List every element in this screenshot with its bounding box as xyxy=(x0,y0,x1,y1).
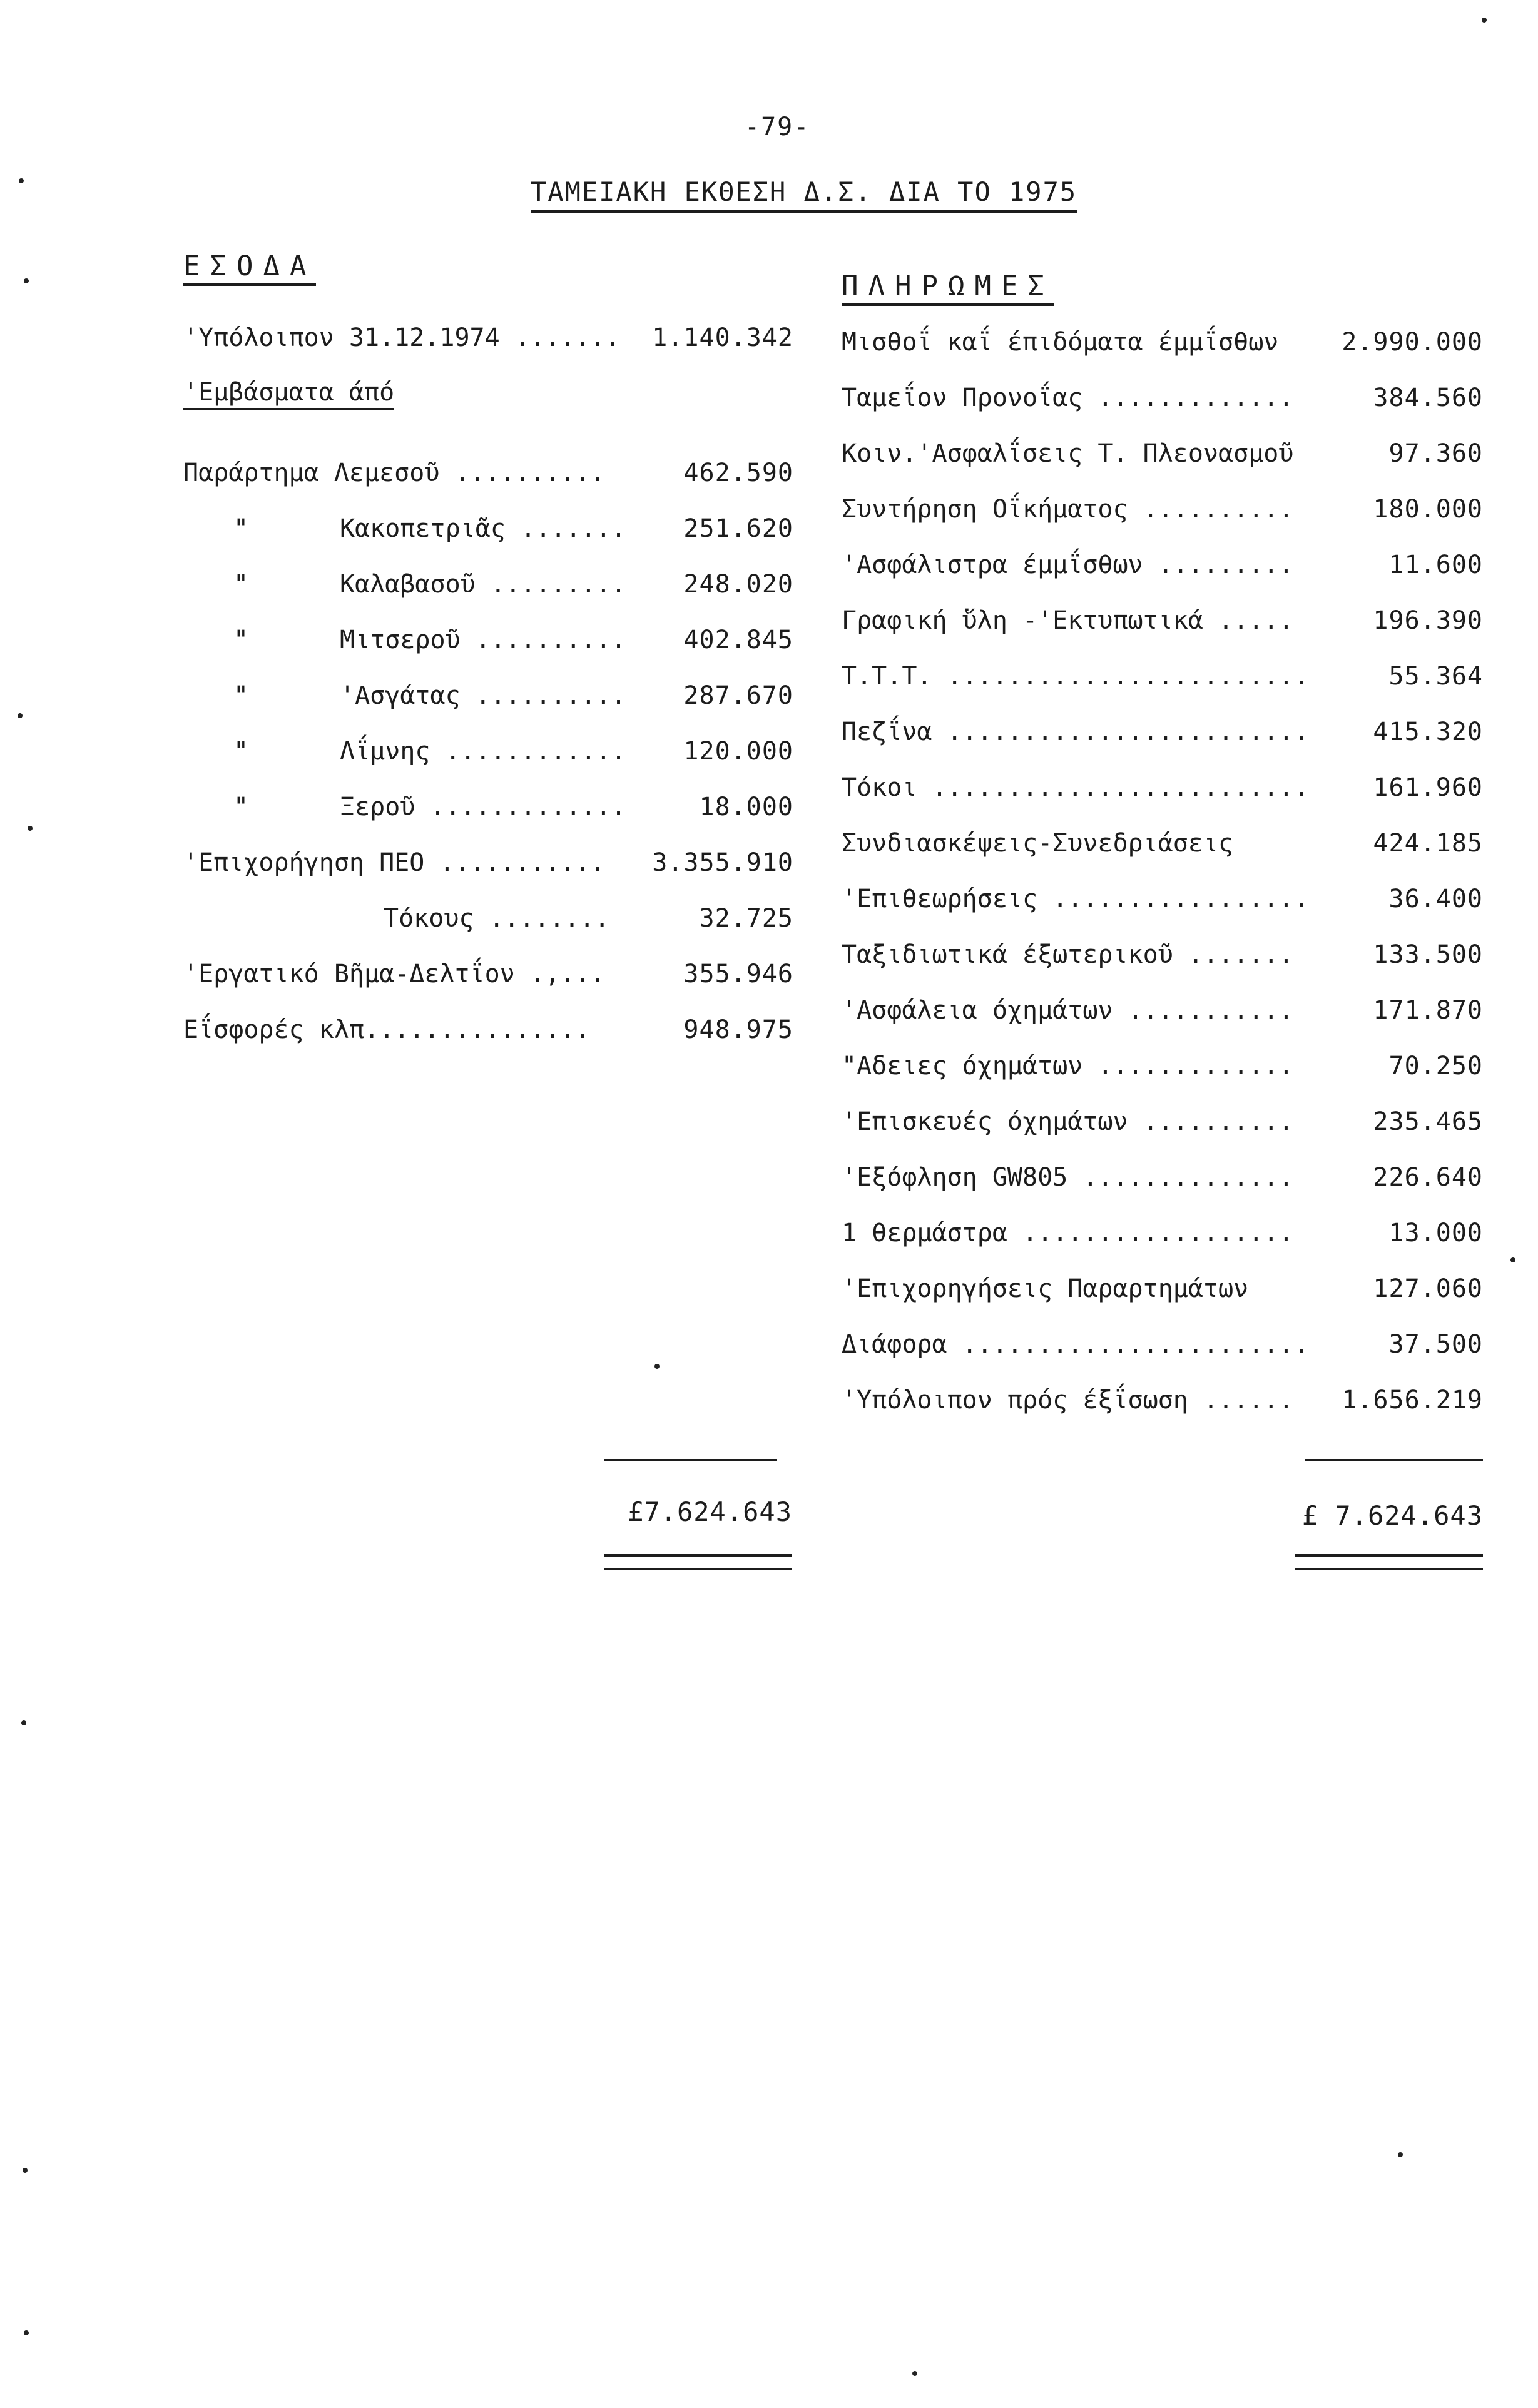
payment-amount: 235.465 xyxy=(1373,1107,1483,1136)
branch-label: Μιτσεροῦ .......... xyxy=(340,626,626,654)
branch-ditto: " xyxy=(233,737,249,766)
income-row xyxy=(183,900,793,937)
payment-row xyxy=(842,769,1483,806)
branch-label: Ξεροῦ ............. xyxy=(340,793,626,821)
payment-amount: 196.390 xyxy=(1373,606,1483,635)
branch-ditto: " xyxy=(233,793,249,821)
payment-amount: 11.600 xyxy=(1388,551,1483,579)
payments-total-rule-bottom xyxy=(1295,1554,1483,1557)
opening-balance-label: 'Υπόλοιπον 31.12.1974 ....... xyxy=(183,323,621,352)
branch-label: Καλαβασοῦ ......... xyxy=(340,570,626,599)
income-amount: 355.946 xyxy=(683,960,793,988)
payment-label: 'Υπόλοιπον πρός έξΐσωση ...... xyxy=(842,1386,1294,1415)
payment-row xyxy=(842,602,1483,639)
payment-label: 'Επισκευές όχημάτων .......... xyxy=(842,1107,1294,1136)
payment-amount: 1.656.219 xyxy=(1342,1386,1483,1415)
branch-amount: 462.590 xyxy=(683,459,793,487)
page-title: ΤΑΜΕΙΑΚΗ ΕΚΘΕΣΗ Δ.Σ. ΔΙΑ ΤΟ 1975 xyxy=(531,176,1077,213)
payment-label: "Αδειες όχημάτων ............. xyxy=(842,1052,1294,1080)
payment-label: Πεζΐνα ........................ xyxy=(842,718,1309,746)
payment-row xyxy=(842,1103,1483,1140)
branch-label: 'Ασγάτας .......... xyxy=(340,681,626,710)
payment-row xyxy=(842,1326,1483,1363)
income-label: 'Επιχορήγηση ΠΕΟ ........... xyxy=(183,848,606,877)
branch-ditto: " xyxy=(233,514,249,543)
payment-label: 'Επιθεωρήσεις ................. xyxy=(842,885,1309,913)
payment-label: 'Επιχορηγήσεις Παραρτημάτων xyxy=(842,1274,1249,1303)
payment-row xyxy=(842,1381,1483,1419)
payment-row xyxy=(842,1047,1483,1085)
payment-amount: 384.560 xyxy=(1373,384,1483,412)
branch-amount: 287.670 xyxy=(683,681,793,710)
scan-speck xyxy=(912,2371,917,2376)
opening-balance-amount: 1.140.342 xyxy=(652,323,793,352)
payment-amount: 70.250 xyxy=(1388,1052,1483,1080)
branch-amount: 251.620 xyxy=(683,514,793,543)
branch-ditto: " xyxy=(233,681,249,710)
income-row xyxy=(183,1011,793,1049)
payment-row xyxy=(842,1214,1483,1252)
branch-ditto: " xyxy=(233,570,249,599)
branch-amount: 248.020 xyxy=(683,570,793,599)
branch-row xyxy=(183,788,793,826)
income-amount: 3.355.910 xyxy=(652,848,793,877)
payments-total: £ 7.624.643 xyxy=(1301,1500,1483,1531)
branch-row xyxy=(183,566,793,603)
payment-row xyxy=(842,825,1483,862)
income-total-rule-bottom-2 xyxy=(604,1568,792,1570)
payment-label: Μισθοΐ καΐ έπιδόματα έμμΐσθων xyxy=(842,328,1279,357)
payments-total-rule-bottom-2 xyxy=(1295,1568,1483,1570)
receipts-heading: 'Εμβάσματα άπό xyxy=(183,378,394,410)
payment-label: Διάφορα ....................... xyxy=(842,1330,1309,1359)
payment-row xyxy=(842,1270,1483,1308)
page-number: -79- xyxy=(745,113,810,141)
income-amount: 32.725 xyxy=(699,904,793,933)
payment-amount: 97.360 xyxy=(1388,439,1483,468)
income-label: 'Εργατικό Βῆμα-Δελτΐον .,... xyxy=(183,960,606,988)
branch-row xyxy=(183,510,793,547)
income-total-rule-bottom xyxy=(604,1554,792,1557)
scan-speck xyxy=(24,2330,29,2335)
payment-row xyxy=(842,323,1483,361)
income-row xyxy=(183,955,793,993)
scan-speck xyxy=(1510,1257,1515,1262)
payment-label: 'Ασφάλεια όχημάτων ........... xyxy=(842,996,1294,1025)
scan-speck xyxy=(654,1364,660,1369)
scan-speck xyxy=(1398,2152,1403,2157)
payment-amount: 36.400 xyxy=(1388,885,1483,913)
income-amount: 948.975 xyxy=(683,1015,793,1044)
payment-label: Τ.Τ.Τ. ........................ xyxy=(842,662,1309,691)
payment-label: 1 θερμάστρα .................. xyxy=(842,1219,1294,1247)
scan-speck xyxy=(21,1720,26,1725)
income-label: Τόκους ........ xyxy=(384,904,610,933)
income-heading: ΕΣΟΔΑ xyxy=(183,250,316,286)
payment-amount: 37.500 xyxy=(1388,1330,1483,1359)
payment-amount: 2.990.000 xyxy=(1342,328,1483,357)
payment-row xyxy=(842,658,1483,695)
payment-label: Γραφική ὕλη -'Εκτυπωτικά ..... xyxy=(842,606,1294,635)
payment-label: 'Ασφάλιστρα έμμΐσθων ......... xyxy=(842,551,1294,579)
branch-amount: 120.000 xyxy=(683,737,793,766)
income-total-rule-top xyxy=(604,1459,777,1461)
income-total: £7.624.643 xyxy=(628,1496,792,1527)
payment-amount: 55.364 xyxy=(1388,662,1483,691)
payment-row xyxy=(842,713,1483,751)
payment-row xyxy=(842,936,1483,973)
payment-row xyxy=(842,1159,1483,1196)
payments-heading: ΠΛΗΡΩΜΕΣ xyxy=(842,270,1054,306)
scan-speck xyxy=(24,278,29,283)
payment-row xyxy=(842,379,1483,417)
branch-row xyxy=(183,621,793,659)
branch-label: Λΐμνης ............ xyxy=(340,737,626,766)
income-row xyxy=(183,844,793,881)
scan-speck xyxy=(18,713,23,718)
opening-balance-row xyxy=(183,319,793,357)
income-label: Εΐσφορές κλπ............... xyxy=(183,1015,591,1044)
branch-row xyxy=(183,454,793,492)
scan-speck xyxy=(28,826,33,831)
branch-row xyxy=(183,733,793,770)
payment-label: Ταμεΐον Προνοΐας ............. xyxy=(842,384,1294,412)
payment-label: Συντήρηση Οΐκήματος .......... xyxy=(842,495,1294,524)
payment-amount: 133.500 xyxy=(1373,940,1483,969)
payment-label: Τόκοι ......................... xyxy=(842,773,1309,802)
branch-label: Παράρτημα Λεμεσοῦ .......... xyxy=(183,459,606,487)
scan-speck xyxy=(19,178,24,183)
payment-amount: 161.960 xyxy=(1373,773,1483,802)
payment-row xyxy=(842,880,1483,918)
branch-amount: 402.845 xyxy=(683,626,793,654)
payment-label: 'Εξόφληση GW805 .............. xyxy=(842,1163,1294,1192)
payment-label: Ταξιδιωτικά έξωτερικοῦ ....... xyxy=(842,940,1294,969)
branch-label: Κακοπετριᾶς ....... xyxy=(340,514,626,543)
payments-total-rule-top xyxy=(1305,1459,1483,1461)
payment-amount: 171.870 xyxy=(1373,996,1483,1025)
payment-row xyxy=(842,992,1483,1029)
payment-row xyxy=(842,490,1483,528)
payment-label: Κοιν.'Ασφαλΐσεις Τ. Πλεονασμοῦ xyxy=(842,439,1294,468)
payment-amount: 415.320 xyxy=(1373,718,1483,746)
payment-amount: 424.185 xyxy=(1373,829,1483,858)
payment-row xyxy=(842,435,1483,472)
payment-amount: 226.640 xyxy=(1373,1163,1483,1192)
branch-amount: 18.000 xyxy=(699,793,793,821)
payment-amount: 180.000 xyxy=(1373,495,1483,524)
payment-amount: 127.060 xyxy=(1373,1274,1483,1303)
payment-label: Συνδιασκέψεις-Συνεδριάσεις xyxy=(842,829,1234,858)
payment-row xyxy=(842,546,1483,584)
scan-speck xyxy=(1482,18,1487,23)
branch-ditto: " xyxy=(233,626,249,654)
payment-amount: 13.000 xyxy=(1388,1219,1483,1247)
branch-row xyxy=(183,677,793,714)
scan-speck xyxy=(23,2168,28,2173)
